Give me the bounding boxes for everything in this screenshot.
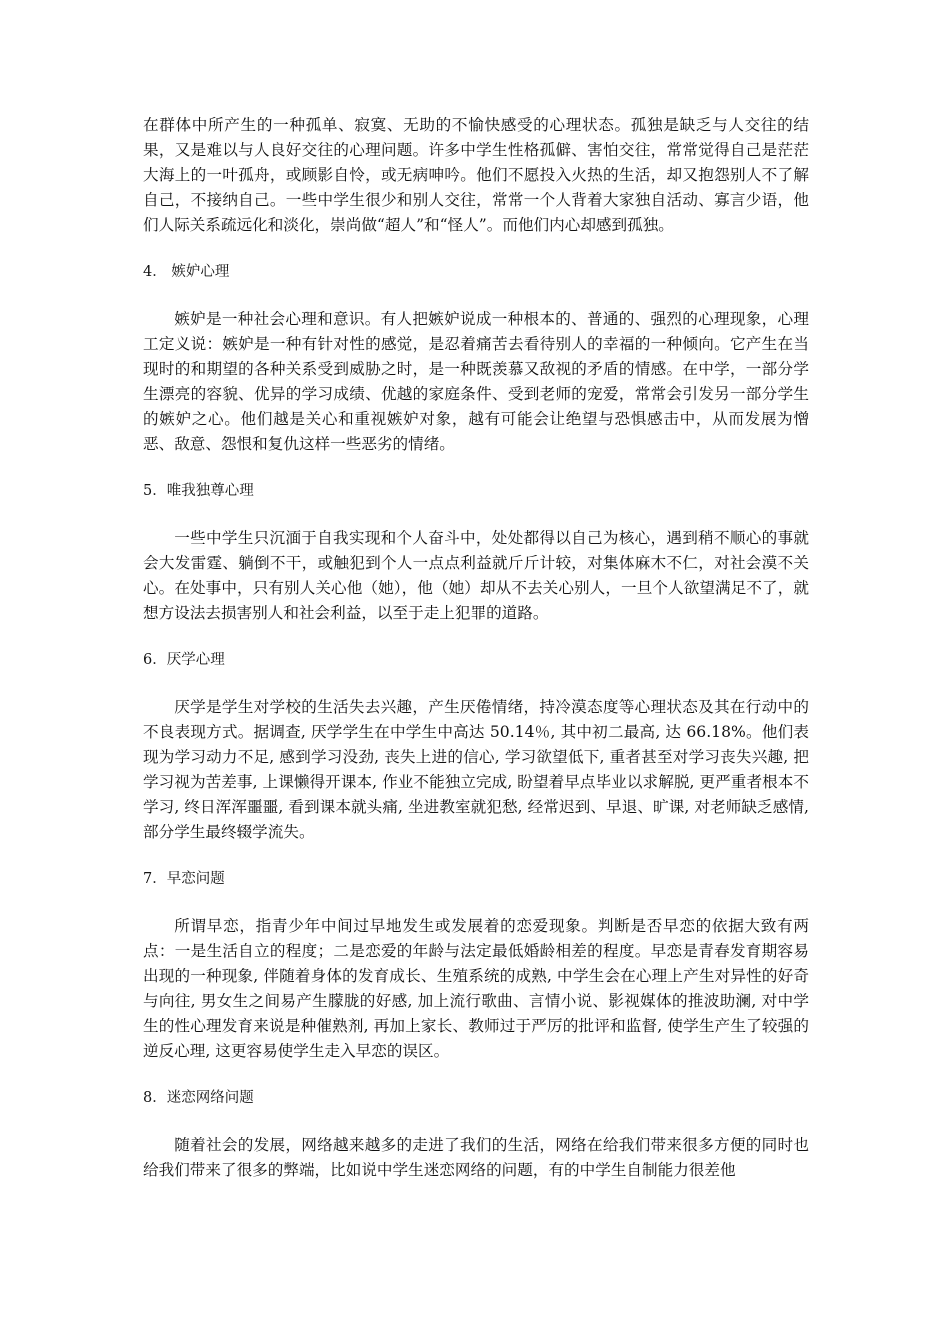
document-page xyxy=(143,113,809,1183)
spacer xyxy=(143,673,809,695)
paragraph-egocentrism: 一些中学生只沉湎于自我实现和个人奋斗中，处处都得以自己为核心，遇到稍不顺心的事就会大发雷霆、躺倒不干，或触犯到个人一点点利益就斤斤计较，对集体麻木不仁，对社会漠不关心。在处事中，只有别人关心他（她），他（她）却从不去关心别人，一旦个人欲望满足不了，就想方设法去损害别人和社会利益，以至于走上犯罪的道路。 xyxy=(143,529,809,622)
spacer xyxy=(143,1111,809,1133)
section-heading-early-love: 7．早恋问题 xyxy=(143,871,225,887)
paragraph-early-love: 所谓早恋，指青少年中间过早地发生或发展着的恋爱现象。判断是否早恋的依据大致有两点：一是生活自立的程度；二是恋爱的年龄与法定最低婚龄相差的程度。早恋是青春发育期容易出现的一种现象, 伴随着身体的发育成长、生殖系统的成熟, 中学生会在心理上产生对异性的好奇与向往, 男女生之间易产生朦胧的好感, 加上流行歌曲、言情小说、影视媒体的推波助澜, 对中学生的性心理发育来说是种催熟剂, 再加上家长、教师过于严厉的批评和监督, 使学生产生了较强的逆反心理, 这更容易使学生走入早恋的误区。 xyxy=(143,917,809,1060)
spacer xyxy=(143,285,809,307)
spacer xyxy=(143,1064,809,1086)
section-heading-school-aversion: 6．厌学心理 xyxy=(143,652,225,668)
spacer xyxy=(143,457,809,479)
paragraph-loneliness: 在群体中所产生的一种孤单、寂寞、无助的不愉快感受的心理状态。孤独是缺乏与人交往的结果，又是难以与人良好交往的心理问题。许多中学生性格孤僻、害怕交往，常常觉得自己是茫茫大海上的一叶孤舟，或顾影自怜，或无病呻吟。他们不愿投入火热的生活，却又抱怨别人不了解自己，不接纳自己。一些中学生很少和别人交往，常常一个人背着大家独自活动、寡言少语，他们人际关系疏远化和淡化，崇尚做“超人”和“怪人”。而他们内心却感到孤独。 xyxy=(143,116,809,234)
paragraph-school-aversion: 厌学是学生对学校的生活失去兴趣，产生厌倦情绪，持冷漠态度等心理状态及其在行动中的不良表现方式。据调查, 厌学学生在中学生中高达 50.14％, 其中初二最高, 达 66.18%。他们表现为学习动力不足, 感到学习没劲, 丧失上进的信心, 学习欲望低下, 重者甚至对学习丧失兴趣, 把学习视为苦差事, 上课懒得开课本, 作业不能独立完成, 盼望着早点毕业以求解脱, 更严重者根本不学习, 终日浑浑噩噩, 看到课本就头痛, 坐进教室就犯愁, 经常迟到、早退、旷课, 对老师缺乏感情, 部分学生最终辍学流失。 xyxy=(143,698,809,841)
spacer xyxy=(143,892,809,914)
section-heading-internet-addiction: 8．迷恋网络问题 xyxy=(143,1090,254,1106)
paragraph-internet-addiction: 随着社会的发展，网络越来越多的走进了我们的生活，网络在给我们带来很多方便的同时也给我们带来了很多的弊端，比如说中学生迷恋网络的问题，有的中学生自制能力很差他 xyxy=(143,1136,809,1179)
section-heading-jealousy: 4． 嫉妒心理 xyxy=(143,264,230,280)
spacer xyxy=(143,504,809,526)
paragraph-jealousy: 嫉妒是一种社会心理和意识。有人把嫉妒说成一种根本的、普通的、强烈的心理现象，心理工定义说：嫉妒是一种有针对性的感觉，是忍着痛苦去看待别人的幸福的一种倾向。它产生在当现时的和期望的各种关系受到威胁之时，是一种既羡慕又敌视的矛盾的情感。在中学，一部分学生漂亮的容貌、优异的学习成绩、优越的家庭条件、受到老师的宠爱，常常会引发另一部分学生的嫉妒之心。他们越是关心和重视嫉妒对象，越有可能会让绝望与恐惧感击中，从而发展为憎恶、敌意、怨恨和复仇这样一些恶劣的情绪。 xyxy=(143,310,809,453)
spacer xyxy=(143,845,809,867)
spacer xyxy=(143,626,809,648)
spacer xyxy=(143,238,809,260)
section-heading-egocentrism: 5．唯我独尊心理 xyxy=(143,483,254,499)
